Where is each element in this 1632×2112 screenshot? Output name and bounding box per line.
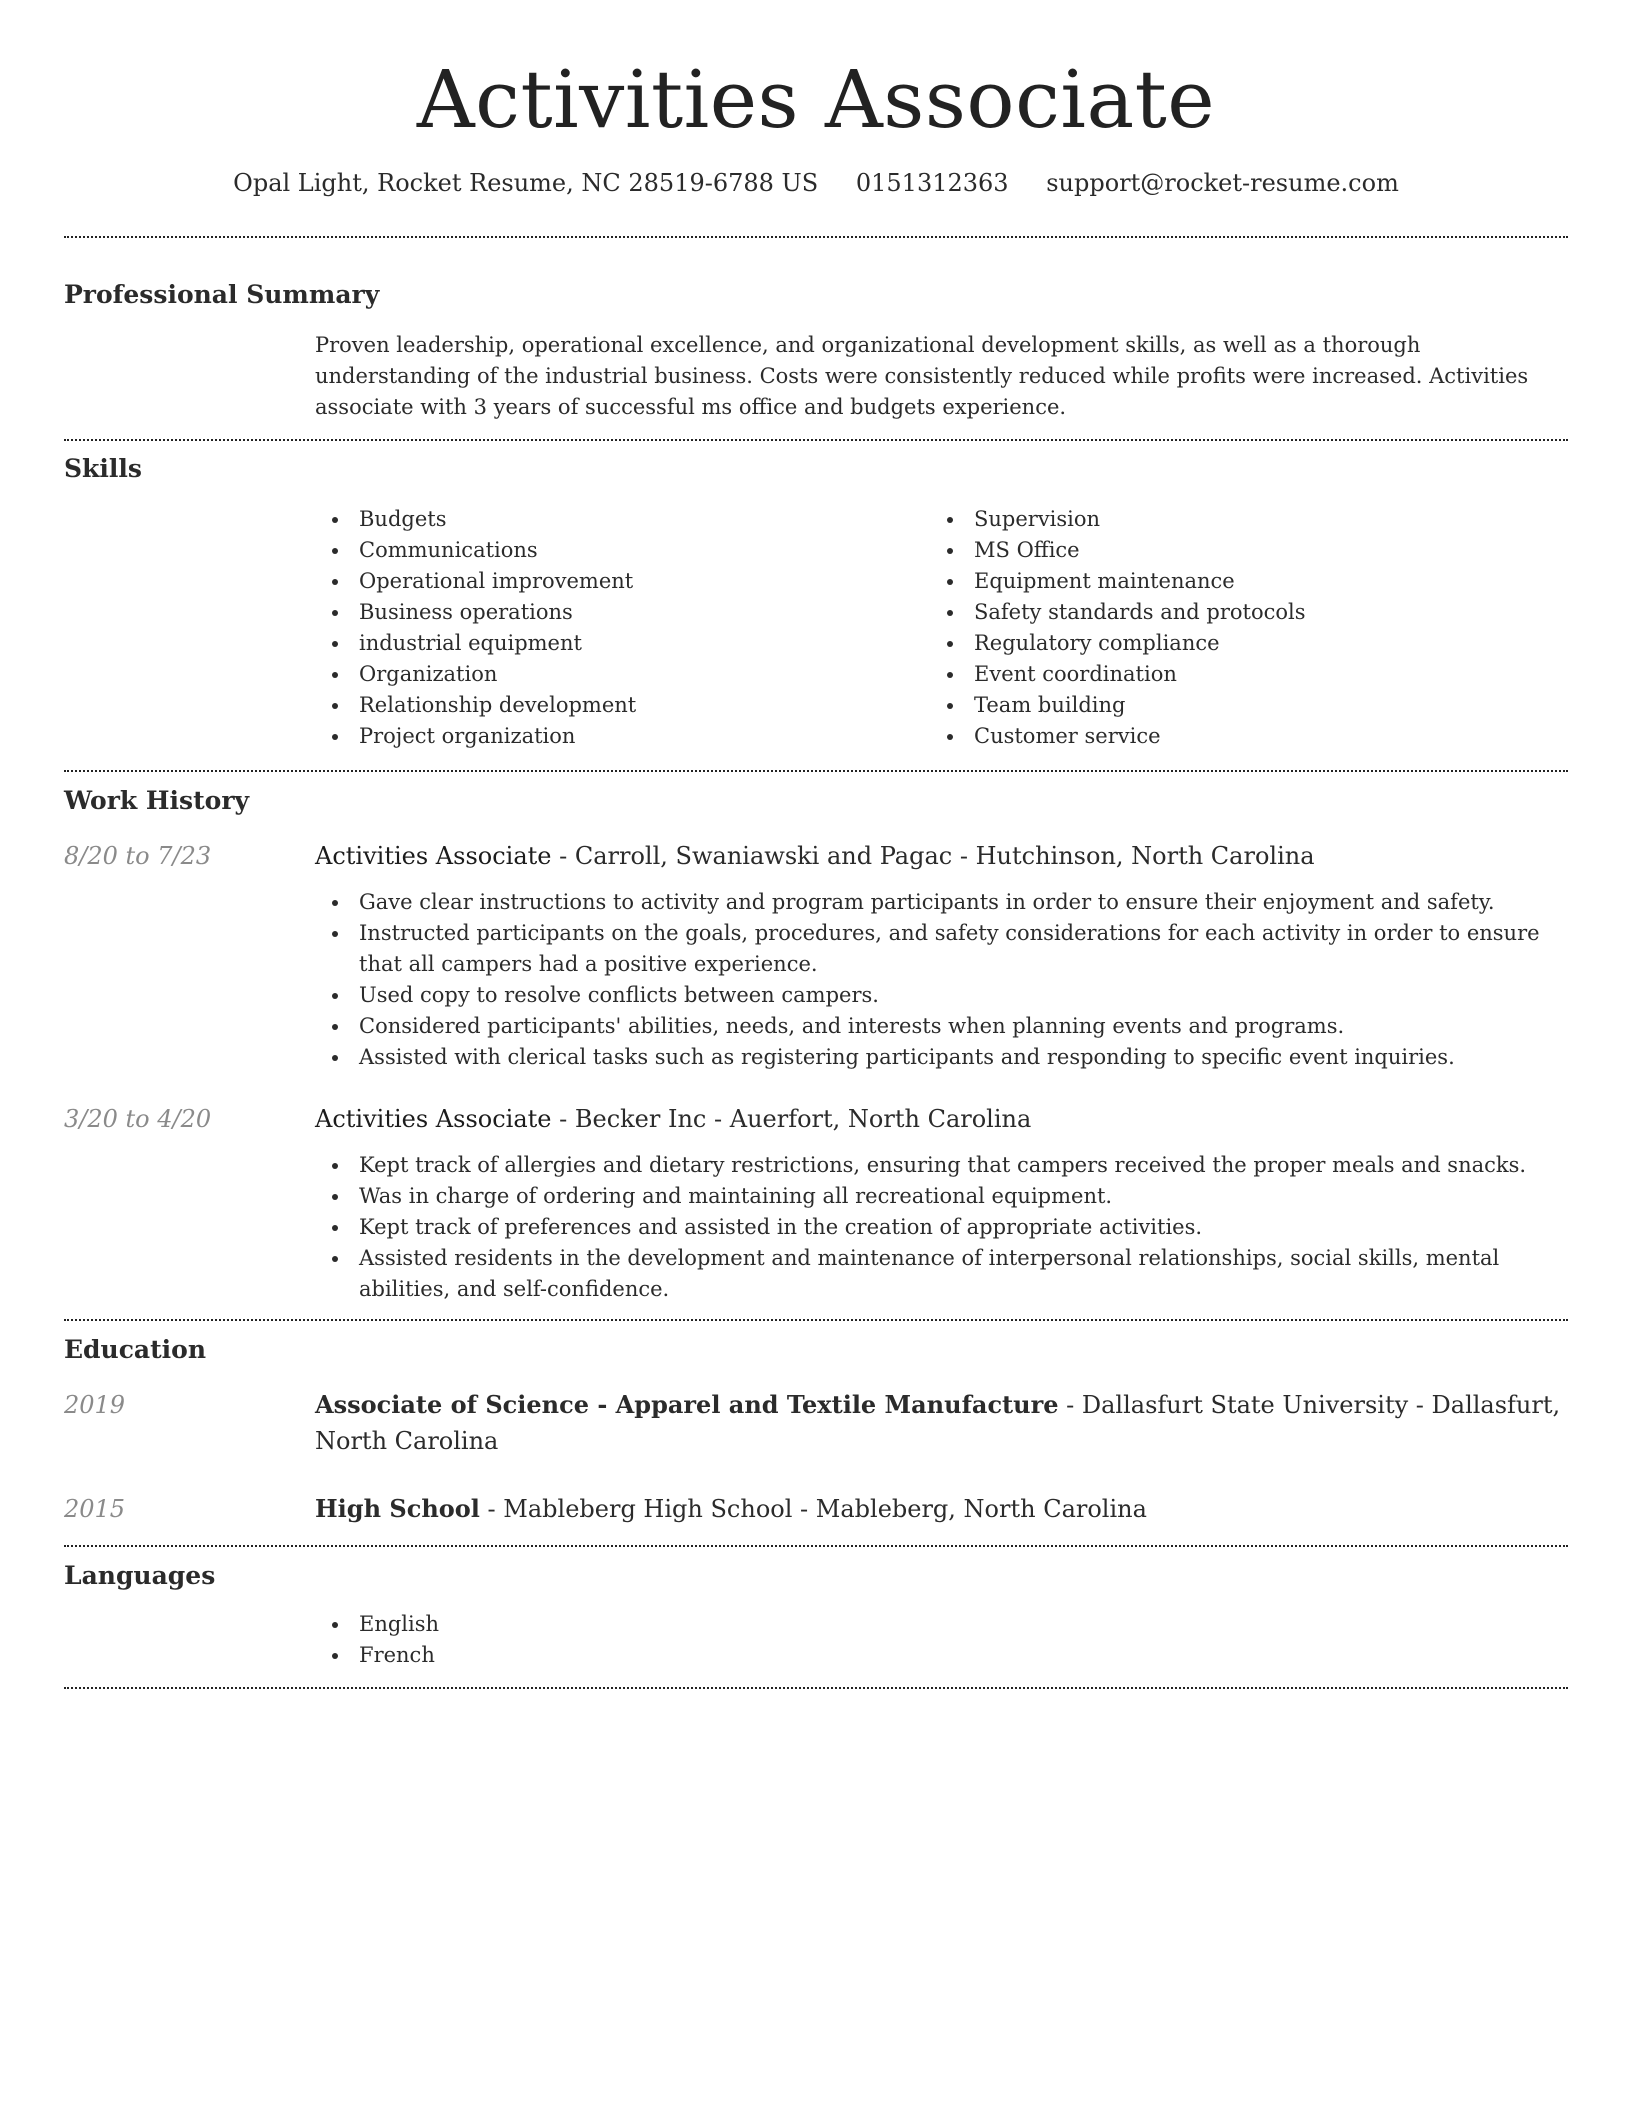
- job-bullets: [315, 1150, 1568, 1305]
- summary-section: [64, 278, 1568, 423]
- skill-item: Relationship development: [315, 690, 930, 721]
- section-title-skills: Skills: [64, 454, 142, 483]
- education-year: 2019: [64, 1391, 126, 1419]
- skills-section: [64, 452, 1568, 752]
- skill-item: Budgets: [315, 504, 930, 535]
- job-bullet: Used copy to resolve conflicts between campers.: [315, 980, 1568, 1011]
- skill-item: MS Office: [930, 535, 1545, 566]
- contact-line: [64, 166, 1568, 200]
- section-title-education: Education: [64, 1335, 207, 1364]
- skill-item: Team building: [930, 690, 1545, 721]
- contact-address: Opal Light, Rocket Resume, NC 28519-6788 US: [233, 169, 819, 197]
- job-heading: Activities Associate - Becker Inc - Auerfort, North Carolina: [315, 1105, 1032, 1133]
- job-bullet: Kept track of preferences and assisted in the creation of appropriate activities.: [315, 1212, 1568, 1243]
- education-section: [64, 1333, 1568, 1527]
- skill-item: Organization: [315, 659, 930, 690]
- divider: [64, 1687, 1568, 1689]
- contact-email: support@rocket-resume.com: [1046, 169, 1399, 197]
- job-bullet: Instructed participants on the goals, procedures, and safety considerations for each activity in order to ensure that all campers had a positive experience.: [315, 918, 1568, 980]
- job-bullet: Gave clear instructions to activity and program participants in order to ensure their enjoyment and safety.: [315, 887, 1568, 918]
- education-entry: [64, 1387, 1568, 1459]
- contact-phone: 0151312363: [855, 169, 1009, 197]
- skill-item: Business operations: [315, 597, 930, 628]
- skill-item: Customer service: [930, 721, 1545, 752]
- job-heading: Activities Associate - Carroll, Swaniawski and Pagac - Hutchinson, North Carolina: [315, 842, 1315, 870]
- job-position: Activities Associate: [315, 1105, 552, 1133]
- skill-item: Equipment maintenance: [930, 566, 1545, 597]
- job-location: Hutchinson, North Carolina: [975, 842, 1315, 870]
- skills-list-right: [930, 504, 1545, 752]
- education-year: 2015: [64, 1495, 126, 1523]
- divider: [64, 439, 1568, 441]
- job-dates: 8/20 to 7/23: [64, 842, 212, 870]
- section-title-languages: Languages: [64, 1561, 216, 1590]
- skills-list-left: [315, 504, 930, 752]
- skill-item: Event coordination: [930, 659, 1545, 690]
- divider: [64, 236, 1568, 238]
- section-title-summary: Professional Summary: [64, 280, 380, 309]
- skill-item: Communications: [315, 535, 930, 566]
- job-bullets: [315, 887, 1568, 1073]
- job-bullet: Assisted with clerical tasks such as registering participants and responding to specific event inquiries.: [315, 1042, 1568, 1073]
- skills-grid: [315, 504, 1568, 752]
- job-company: Carroll, Swaniawski and Pagac: [574, 842, 953, 870]
- languages-list: [315, 1609, 1568, 1671]
- skill-item: Supervision: [930, 504, 1545, 535]
- candidate-name: Activities Associate: [416, 53, 1216, 146]
- job-bullet: Considered participants' abilities, needs, and interests when planning events and programs.: [315, 1011, 1568, 1042]
- language-item: English: [315, 1609, 1568, 1640]
- summary-text: Proven leadership, operational excellence, and organizational development skills, as well as a thorough understanding of the industrial business. Costs were consistently reduced while profits were increased. Activities associate with 3 years of successful ms office and budgets experience.: [315, 333, 1529, 419]
- job-position: Activities Associate: [315, 842, 552, 870]
- education-school: - Mableberg High School - Mableberg, North Carolina: [479, 1495, 1147, 1523]
- section-title-work: Work History: [64, 786, 250, 815]
- skill-item: industrial equipment: [315, 628, 930, 659]
- work-section: [64, 784, 1568, 1305]
- skill-item: Safety standards and protocols: [930, 597, 1545, 628]
- skill-item: Project organization: [315, 721, 930, 752]
- job-entry: [64, 1101, 1568, 1305]
- job-bullet: Assisted residents in the development and maintenance of interpersonal relationships, social skills, mental abilities, and self-confidence.: [315, 1243, 1568, 1305]
- job-bullet: Kept track of allergies and dietary restrictions, ensuring that campers received the proper meals and snacks.: [315, 1150, 1568, 1181]
- job-bullet: Was in charge of ordering and maintaining all recreational equipment.: [315, 1181, 1568, 1212]
- job-location: Auerfort, North Carolina: [729, 1105, 1032, 1133]
- education-school: - Dallasfurt State University - Dallasfurt, North Carolina: [315, 1391, 1561, 1455]
- resume-page: [64, 0, 1568, 1689]
- divider: [64, 1319, 1568, 1321]
- language-item: French: [315, 1640, 1568, 1671]
- education-entry: [64, 1491, 1568, 1527]
- divider: [64, 770, 1568, 772]
- skill-item: Operational improvement: [315, 566, 930, 597]
- divider: [64, 1545, 1568, 1547]
- education-degree: High School: [315, 1494, 480, 1523]
- job-entry: [64, 838, 1568, 1073]
- skill-item: Regulatory compliance: [930, 628, 1545, 659]
- languages-section: [64, 1559, 1568, 1671]
- education-degree: Associate of Science - Apparel and Textile Manufacture: [315, 1390, 1059, 1419]
- job-company: Becker Inc: [574, 1105, 707, 1133]
- job-dates: 3/20 to 4/20: [64, 1105, 212, 1133]
